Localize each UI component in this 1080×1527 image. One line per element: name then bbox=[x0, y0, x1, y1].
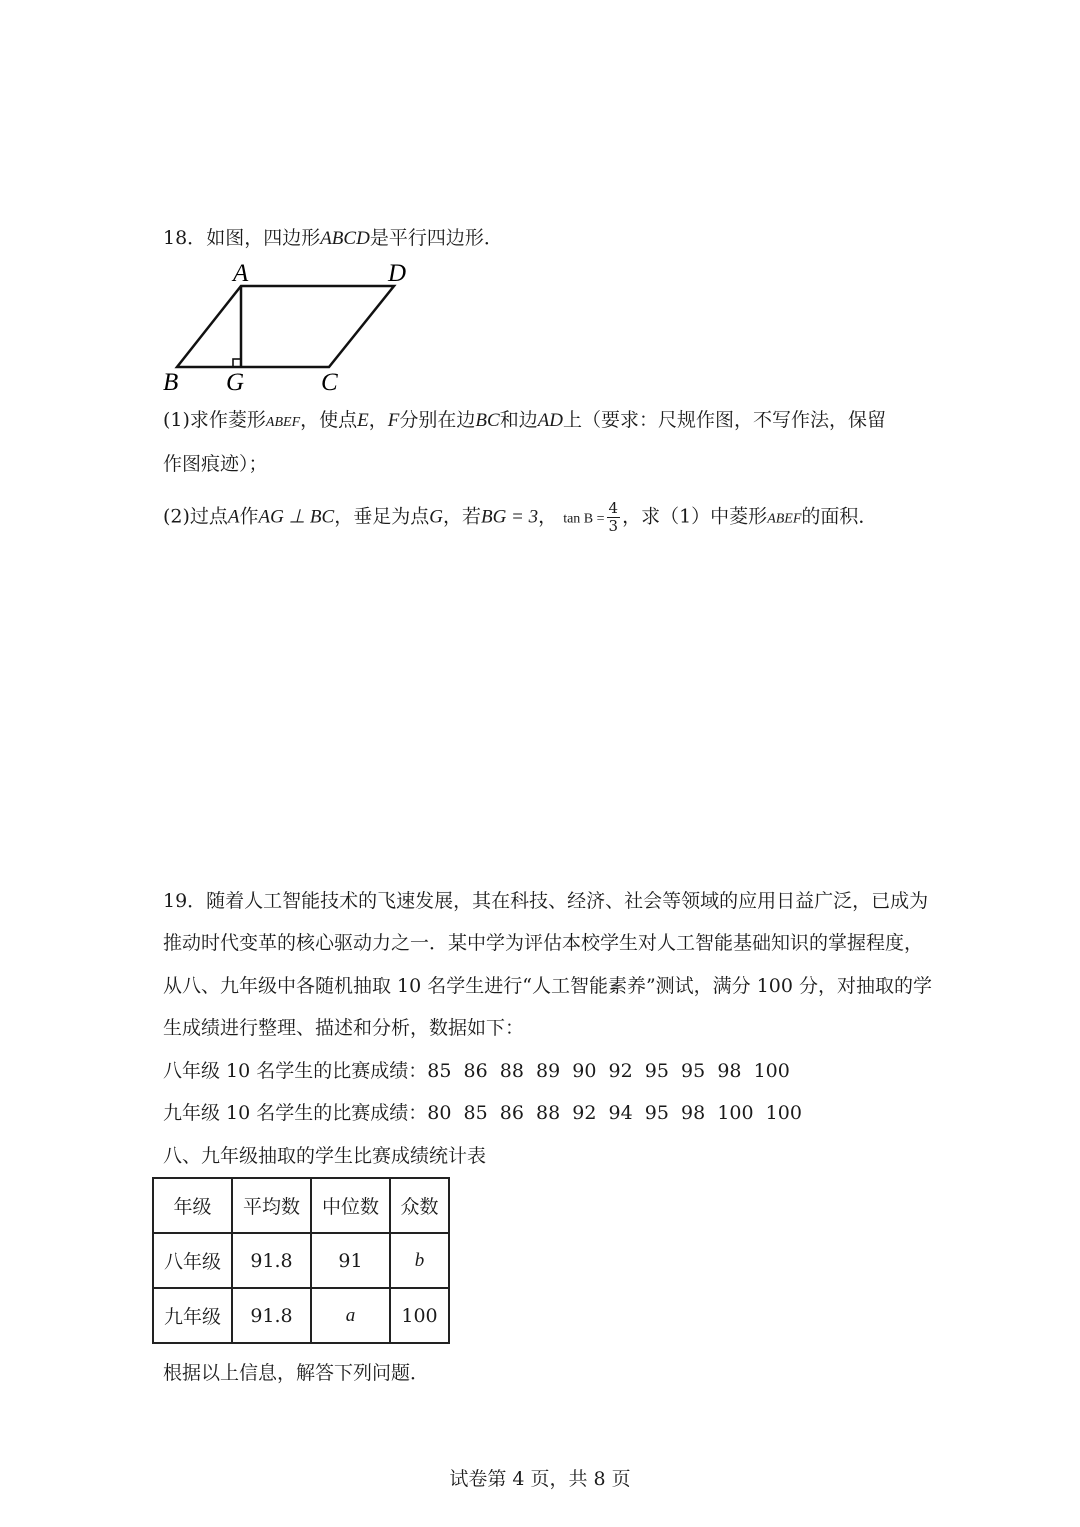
parallelogram-abcd bbox=[177, 286, 394, 367]
q19-line4: 生成绩进行整理、描述和分析，数据如下： bbox=[163, 1017, 525, 1039]
table-header: 众数 bbox=[390, 1178, 449, 1233]
q18-part2: (2)过点A作AG ⊥ BC，垂足为点G，若BG = 3， tan B = $\frac{4}{3}$ ，求（1）中菱形ABEF的面积． bbox=[163, 499, 878, 535]
table-cell: 九年级 bbox=[153, 1288, 232, 1343]
label-d: D bbox=[388, 260, 407, 287]
table-row bbox=[153, 1233, 449, 1288]
q19-closing: 根据以上信息，解答下列问题． bbox=[163, 1362, 430, 1384]
q18-stem: 18．如图，四边形ABCD是平行四边形． bbox=[163, 227, 503, 249]
q19-grade8-scores-line: 八年级 10 名学生的比赛成绩：85 86 88 89 90 92 95 95 98 100 bbox=[163, 1060, 790, 1082]
page-footer: 试卷第 4 页，共 8 页 bbox=[449, 1468, 631, 1490]
table-cell: 91.8 bbox=[232, 1288, 311, 1343]
stats-table bbox=[152, 1177, 450, 1344]
q18-part1-line1: (1)求作菱形ABEF，使点E，F分别在边BC和边AD上（要求：尺规作图，不写作法，保留 bbox=[163, 409, 887, 431]
q19-line1: 19．随着人工智能技术的飞速发展，其在科技、经济、社会等领域的应用日益广泛，已成为 bbox=[163, 890, 929, 912]
q19-table-title: 八、九年级抽取的学生比赛成绩统计表 bbox=[163, 1145, 487, 1167]
label-a: A bbox=[233, 260, 249, 287]
table-cell: 100 bbox=[390, 1288, 449, 1343]
q19-grade9-scores-line: 九年级 10 名学生的比赛成绩：80 85 86 88 92 94 95 98 100 100 bbox=[163, 1102, 802, 1124]
table-header-row bbox=[153, 1178, 449, 1233]
table-cell: 91.8 bbox=[232, 1233, 311, 1288]
label-c: C bbox=[321, 369, 338, 396]
table-cell: a bbox=[311, 1288, 390, 1343]
q19-line3: 从八、九年级中各随机抽取 10 名学生进行“人工智能素养”测试，满分 100 分，对抽取的学 bbox=[163, 975, 933, 997]
label-b: B bbox=[163, 369, 179, 396]
label-g: G bbox=[226, 369, 245, 396]
table-header: 中位数 bbox=[311, 1178, 390, 1233]
table-row bbox=[153, 1288, 449, 1343]
table-cell: b bbox=[390, 1233, 449, 1288]
q19-line2: 推动时代变革的核心驱动力之一．某中学为评估本校学生对人工智能基础知识的掌握程度， bbox=[163, 932, 924, 954]
table-cell: 八年级 bbox=[153, 1233, 232, 1288]
parallelogram-figure bbox=[150, 255, 440, 400]
table-header: 平均数 bbox=[232, 1178, 311, 1233]
fraction-four-thirds: $\frac{4}{3}$ bbox=[608, 499, 619, 535]
q18-part1-line2: 作图痕迹）； bbox=[163, 453, 268, 475]
table-cell: 91 bbox=[311, 1233, 390, 1288]
table-header: 年级 bbox=[153, 1178, 232, 1233]
